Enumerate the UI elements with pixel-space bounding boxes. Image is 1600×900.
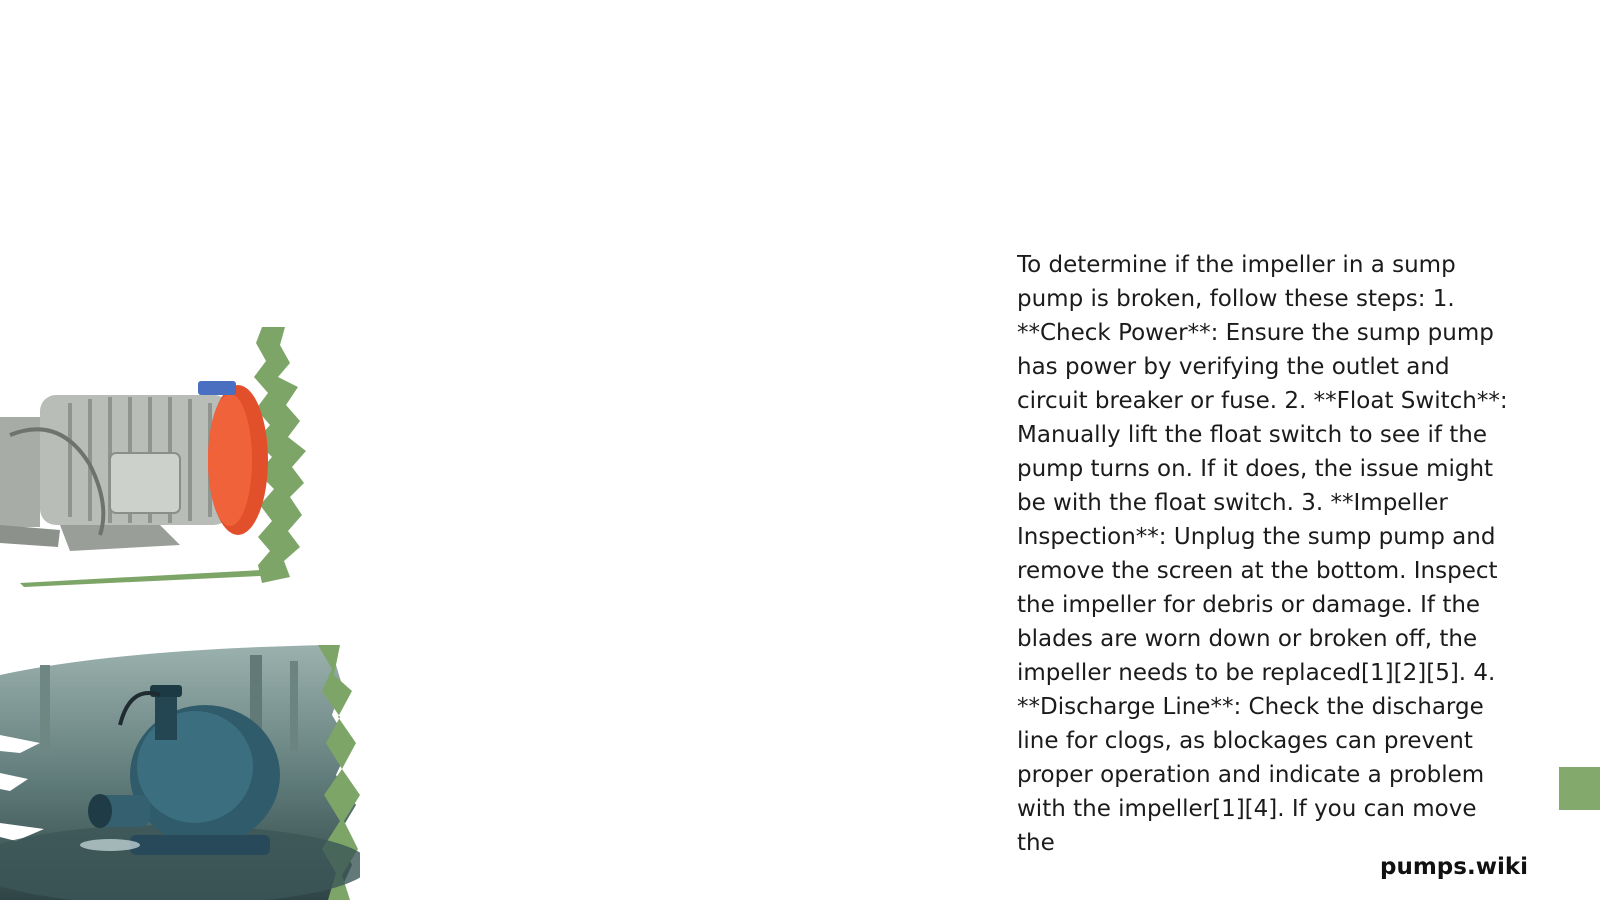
motor-pump-image (0, 325, 310, 595)
brand-logo-text[interactable]: pumps.wiki (1380, 854, 1529, 880)
accent-block (1559, 767, 1600, 810)
article-text: To determine if the impeller in a sump pump is broken, follow these steps: 1. **Check Power**: Ensure the sump pump has power by verifying the outlet and circuit breaker or fuse. 2. **Float Switch**: Manually lift the float switch to see if the pump turns on. If it does, the issue might be with the float switch. 3. **Impeller Inspection**: Unplug the sump pump and remove the screen at the bottom. Inspect the impeller for debris or damage. If the blades are worn down or broken off, the impeller needs to be replaced[1][2][5]. 4. **Discharge Line**: Check the discharge line for clogs, as blockages can prevent proper operation and indicate a problem with the impeller[1][4]. If you can move the (1017, 252, 1508, 856)
submerged-pump-image (0, 645, 360, 900)
